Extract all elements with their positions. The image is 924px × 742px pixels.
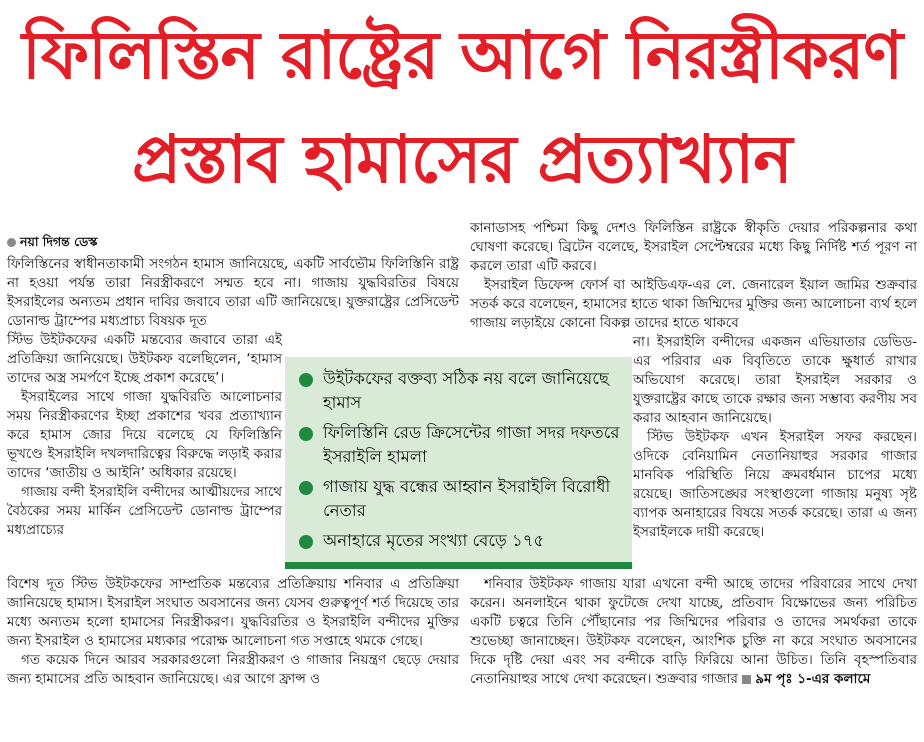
highlight-item: উইটকফের বক্তব্য সঠিক নয় বলে জানিয়েছে হামাস <box>299 367 622 415</box>
byline-text: নয়া দিগন্ত ডেস্ক <box>20 234 98 249</box>
highlight-item: অনাহারে মৃতের সংখ্যা বেড়ে ১৭৫ <box>299 529 622 553</box>
headline-line-1: ফিলিস্তিন রাষ্ট্রের আগে নিরস্ত্রীকরণ <box>22 17 903 94</box>
square-marker-icon <box>742 675 751 684</box>
left-paragraph-3: গাজায় বন্দী ইসরাইলি বন্দীদের আত্মীয়দের সাথে বৈঠকের সময় মার্কিন প্রেসিডেন্ট ডোনাল্ড ট্রাম্পের মধ্যপ্রাচ্যের <box>7 484 282 538</box>
left-paragraph-1b: স্টিভ উইটকফের একটি মন্তব্যের জবাবে তারা এই প্রতিক্রিয়া জানিয়েছে। উইটকফ বলেছিলেন, ‘হামাস তাদের অস্ত্র সমর্পণে ইচ্ছে প্রকাশ করেছে’। <box>7 332 282 386</box>
continued-note: ৯ম পৃঃ ১-এর কলামে <box>742 671 870 687</box>
left-paragraph-1: ফিলিস্তিনের স্বাধীনতাকামী সংগঠন হামাস জানিয়েছে, একটি সার্বভৌম ফিলিস্তিনি রাষ্ট্র না হওয়া পর্যন্ত তারা নিরস্ত্রীকরণে সম্মত হবে না। গাজায় যুদ্ধবিরতির বিষয়ে ইসরাইলের অন্যতম প্রধান দাবির জবাবে তারা এটি জানিয়েছে। যুক্তরাষ্ট্রের প্রেসিডেন্ট ডোনাল্ড ট্রাম্পের মধ্যপ্রাচ্য বিষয়ক দূত <box>7 256 459 329</box>
left-paragraph-4: গত কয়েক দিনে আরব সরকারগুলো নিরস্ত্রীকরণ ও গাজার নিয়ন্ত্রণ ছেড়ে দেয়ার জন্য হামাসের প্রতি আহবান জানিয়েছে। এর আগে ফ্রান্স ও <box>7 652 459 687</box>
left-paragraph-3b: বিশেষ দূত স্টিভ উইটকফের সাম্প্রতিক মন্তব্যের প্রতিক্রিয়ায় শনিবার এ প্রতিক্রিয়া জানিয়েছে হামাস। ইসরাইল সংঘাত অবসানের জন্য যেসব গুরুত্বপূর্ণ শর্ত দিয়েছে তার মধ্যে অন্যতম হলো হামাসের নিরস্ত্রীকরণ। যুদ্ধবিরতির ও ইসরাইলি বন্দীদের মুক্তির জন্য ইসরাইল ও হামাসের মধ্যকার পরোক্ষ আলোচনা গত সপ্তাহে থমকে গেছে। <box>7 576 459 649</box>
highlight-item: গাজায় যুদ্ধ বন্ধের আহ্বান ইসরাইলি বিরোধী নেতার <box>299 475 622 523</box>
green-bullet-icon <box>299 535 313 549</box>
left-paragraph-2: ইসরাইলের সাথে গাজা যুদ্ধবিরতি আলোচনার সময় নিরস্ত্রীকরণের ইচ্ছা প্রকাশের খবর প্রত্যাখ্যান করে হামাস জোর দিয়ে বলেছে যে ফিলিস্তিনি ভূখণ্ডে ইসরাইলি দখলদারিত্বের বিরুদ্ধে লড়াই করার তাদের ‘জাতীয় ও আইনি’ অধিকার রয়েছে। <box>7 389 282 481</box>
highlight-item: ফিলিস্তিনি রেড ক্রিসেন্টের গাজা সদর দফতরে ইসরাইলি হামলা <box>299 421 622 469</box>
green-bullet-icon <box>299 373 313 387</box>
right-bottom-column <box>470 575 917 689</box>
byline <box>7 232 459 251</box>
right-paragraph-4: শনিবার উইটকফ গাজায় যারা এখনো বন্দী আছে তাদের পরিবারের সাথে দেখা করেন। অনলাইনে থাকা ফুটেজে দেখা যাচ্ছে, প্রতিবাদ বিক্ষোভের জন্য পরিচিত একটি চত্বরে তিনি পৌঁছানোর পর জিম্মিদের পরিবার ও তাদের সমর্থকরা তাকে শুভেচ্ছা জানাচ্ছেন। উইটকফ বলেছেন, আংশিক চুক্তি না করে সংঘাত অবসানের দিকে দৃষ্টি দেয়া এবং সব বন্দীকে বাড়ি ফিরিয়ে আনা উচিত। তিনি বৃহস্পতিবার নেতানিয়াহুর সাথে দেখা করেছেন। শুক্রবার গাজার ৯ম পৃঃ ১-এর কলামে <box>470 576 917 687</box>
right-paragraph-2b: না। ইসরাইলি বন্দীদের একজন এভিয়াতার ডেভিড-এর পরিবার এক বিবৃতিতে তাকে ক্ষুধার্ত রাখার অভিযোগ করেছে। তারা ইসরাইল সরকার ও যুক্তরাষ্ট্রের কাছে তাকে রক্ষার জন্য সম্ভাব্য করণীয় সব করার আহবান জানিয়েছে। <box>633 334 917 426</box>
left-bottom-column <box>7 575 459 689</box>
right-paragraph-1: কানাডাসহ পশ্চিমা কিছু দেশও ফিলিস্তিন রাষ্ট্রকে স্বীকৃতি দেয়ার পরিকল্পনার কথা ঘোষণা করেছে। ব্রিটেন বলেছে, ইসরাইল সেপ্টেম্বরের মধ্যে কিছু নির্দিষ্ট শর্ত পূরণ না করলে তারা এটি করবে। <box>470 220 917 274</box>
right-paragraph-2: ইসরাইল ডিফেন্স ফোর্স বা আইডিএফ-এর লে. জেনারেল ইয়াল জামির শুক্রবার সতর্ক করে বলেছেন, হামাসের হাতে থাকা জিম্মিদের মুক্তির জন্য আলোচনা ব্যর্থ হলে গাজায় লড়াইয়ে কোনো বিকল্প তাদের হাতে থাকবে <box>470 277 917 331</box>
bullet-dot-icon <box>7 238 16 247</box>
right-paragraph-3: স্টিভ উইটকফ এখন ইসরাইল সফর করছেন। ওদিকে বেনিয়ামিন নেতানিয়াহুর সরকার গাজার মানবিক পরিস্থিতি নিয়ে ক্রমবর্ধমান চাপের মধ্যে রয়েছে। জাতিসঙ্ঘের সংস্থাগুলো গাজায় মনুষ্য সৃষ্ট ব্যাপক অনাহারের বিষয়ে সতর্ক করেছে। তারা এ জন্য ইসরাইলকে দায়ী করেছে। <box>633 429 917 540</box>
highlights-box <box>285 357 632 569</box>
headline-line-2: প্রস্তাব হামাসের প্রত্যাখ্যান <box>132 121 792 198</box>
green-bullet-icon <box>299 481 313 495</box>
green-bullet-icon <box>299 427 313 441</box>
